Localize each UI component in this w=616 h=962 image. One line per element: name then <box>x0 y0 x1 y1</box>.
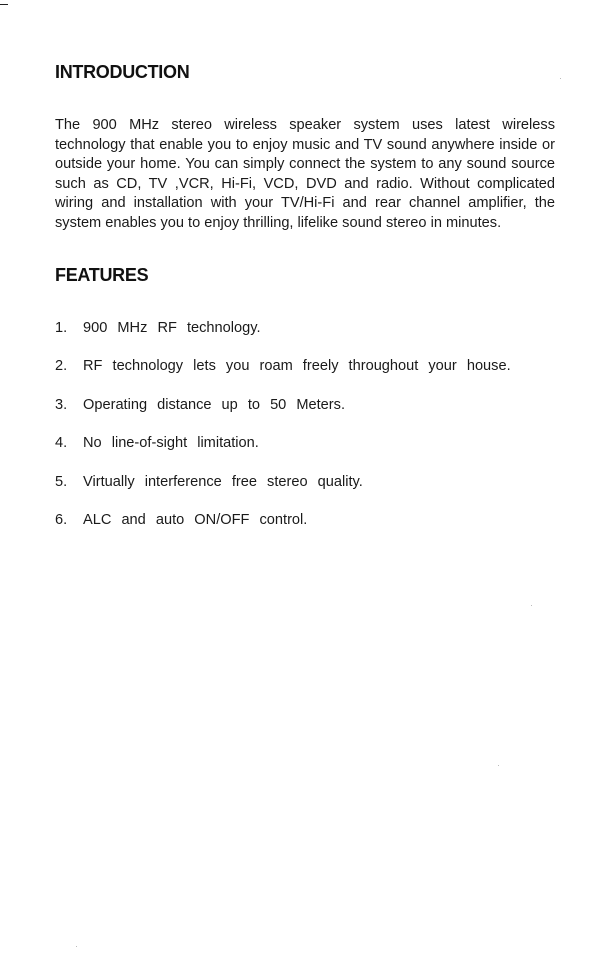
introduction-heading: INTRODUCTION <box>55 62 190 82</box>
feature-text: Operating distance up to 50 Meters. <box>83 396 346 413</box>
feature-number: 2. <box>55 358 68 375</box>
feature-number: 5. <box>55 473 68 490</box>
feature-item-6 <box>55 510 555 530</box>
manual-page <box>55 60 555 549</box>
scan-speck <box>498 765 499 766</box>
feature-number: 3. <box>55 396 68 413</box>
feature-text: ALC and auto ON/OFF control. <box>83 512 308 529</box>
feature-item-2 <box>55 356 555 376</box>
scan-corner-mark <box>0 0 8 5</box>
scan-speck <box>531 605 532 606</box>
feature-text: Virtually interference free stereo quality. <box>83 473 363 490</box>
features-heading: FEATURES <box>55 264 149 285</box>
feature-number: 6. <box>55 512 68 529</box>
scan-speck <box>76 946 77 947</box>
feature-item-1 <box>55 318 555 338</box>
features-list <box>55 318 555 531</box>
feature-text: 900 MHz RF technology. <box>83 319 261 336</box>
introduction-paragraph: The 900 MHz stereo wireless speaker system uses latest wireless technology that enable you to enjoy music and TV sound anywhere inside or outside your home. You can simply connect the system to any sound source such as CD, TV ,VCR, Hi-Fi, VCD, DVD and radio. Without complicated wiring and installation with your TV/Hi-Fi and rear channel amplifier, the system enables you to enjoy thrilling, lifelike sound stereo in minutes. <box>55 117 555 231</box>
feature-item-4 <box>55 433 555 453</box>
feature-item-3 <box>55 395 555 415</box>
feature-number: 4. <box>55 435 68 452</box>
feature-item-5 <box>55 472 555 492</box>
scan-speck <box>560 78 561 79</box>
feature-number: 1. <box>55 319 68 336</box>
feature-text: No line-of-sight limitation. <box>83 435 259 452</box>
feature-text: RF technology lets you roam freely throughout your house. <box>83 358 511 375</box>
